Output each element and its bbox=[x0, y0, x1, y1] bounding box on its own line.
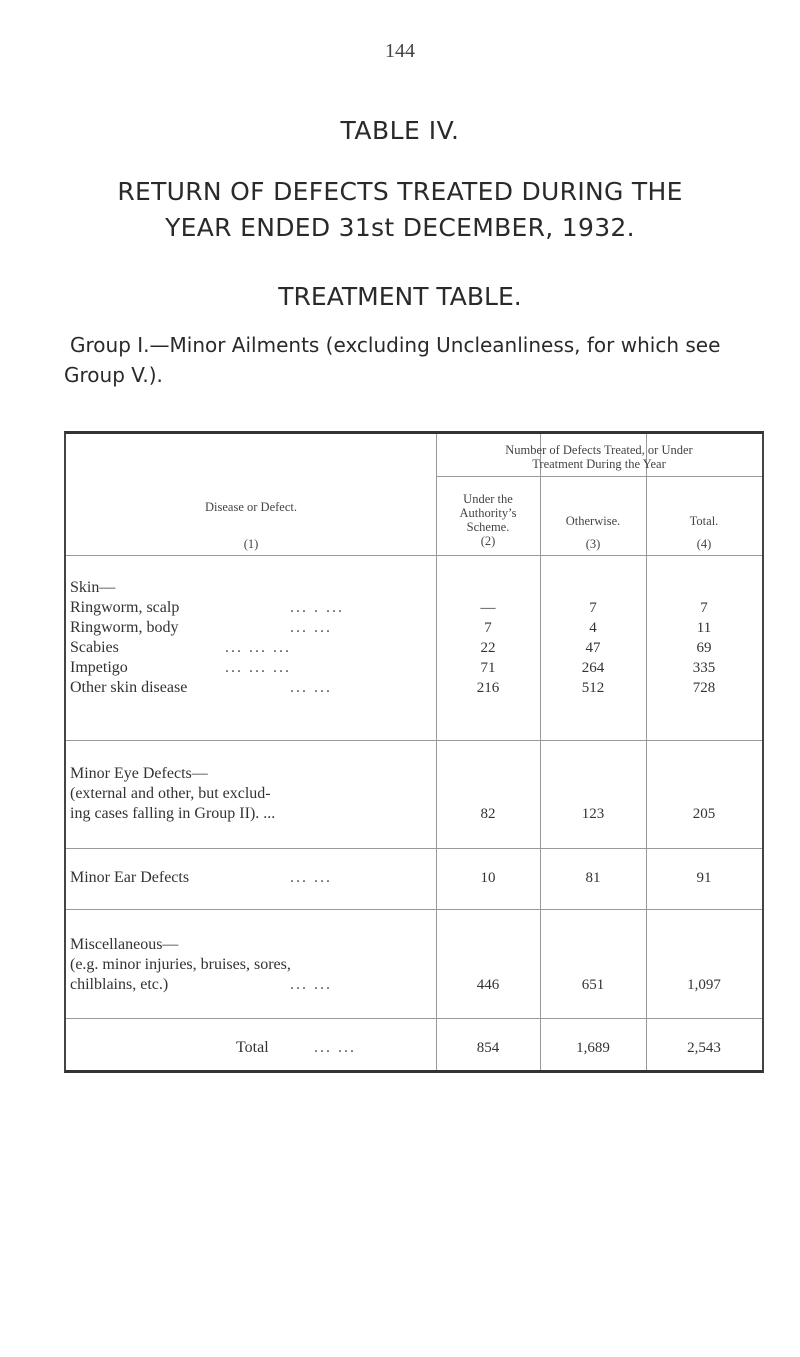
cell-otherwise: 651 bbox=[581, 977, 605, 993]
column-rule-2 bbox=[540, 434, 541, 1070]
row-label bbox=[70, 868, 430, 888]
group-note: Group I.—Minor Ailments (excluding Uncleanliness, for which see Group V.). bbox=[64, 333, 721, 387]
cell-total: 205 bbox=[692, 806, 716, 822]
header-disease-num: (1) bbox=[243, 537, 259, 551]
report-subtitle bbox=[50, 174, 750, 246]
cell-otherwise: 512 bbox=[581, 680, 605, 696]
cell-grand-total: 2,543 bbox=[687, 1040, 721, 1056]
header-sub-rule bbox=[436, 476, 762, 477]
header-otherwise-num: (3) bbox=[585, 537, 601, 551]
total-label: Total bbox=[236, 1039, 269, 1056]
eye-section-rule bbox=[66, 848, 762, 849]
row-leader: ... ... ... bbox=[225, 659, 291, 676]
cell-total: 1,097 bbox=[687, 977, 721, 993]
row-label bbox=[70, 598, 430, 618]
eye-line-3: ing cases falling in Group II). ... bbox=[70, 805, 276, 822]
under-line-1: Under the bbox=[463, 492, 513, 506]
cell-under: 82 bbox=[480, 806, 496, 822]
row-label bbox=[70, 678, 430, 698]
row-leader: ... ... bbox=[290, 869, 332, 886]
skin-heading: Skin— bbox=[70, 579, 116, 596]
under-line-2: Authority’s bbox=[459, 506, 517, 520]
under-num: (2) bbox=[480, 534, 496, 548]
header-total: Total. bbox=[689, 514, 719, 528]
cell-total-under: 854 bbox=[476, 1040, 500, 1056]
misc-line-2: (e.g. minor injuries, bruises, sores, bbox=[70, 956, 291, 973]
misc-line-3 bbox=[70, 975, 430, 995]
ear-section-rule bbox=[66, 909, 762, 910]
cell-total-otherwise: 1,689 bbox=[576, 1040, 610, 1056]
row-label-text: Other skin disease bbox=[70, 679, 188, 696]
ear-label: Minor Ear Defects bbox=[70, 869, 190, 886]
row-leader: ... . ... bbox=[290, 599, 344, 616]
page-number: 144 bbox=[385, 40, 415, 62]
row-label bbox=[70, 638, 430, 658]
cell-total: 91 bbox=[696, 870, 712, 886]
treatment-table-title: TREATMENT TABLE. bbox=[278, 282, 522, 311]
row-label-text: Impetigo bbox=[70, 659, 128, 676]
header-number-heading bbox=[436, 443, 762, 471]
row-leader: ... ... bbox=[290, 976, 332, 993]
cell-otherwise: 81 bbox=[585, 870, 601, 886]
header-bottom-rule bbox=[66, 555, 762, 556]
cell-total: 11 bbox=[696, 620, 712, 636]
cell-otherwise: 123 bbox=[581, 806, 605, 822]
number-heading-line-2: Treatment During the Year bbox=[532, 457, 666, 471]
subtitle-line-2: YEAR ENDED 31st DECEMBER, 1932. bbox=[165, 213, 635, 242]
cell-total: 728 bbox=[692, 680, 716, 696]
eye-line-1: Minor Eye Defects— bbox=[70, 765, 208, 782]
row-leader: ... ... bbox=[290, 679, 332, 696]
cell-under: 446 bbox=[476, 977, 500, 993]
misc-section-rule bbox=[66, 1018, 762, 1019]
row-label-text: Scabies bbox=[70, 639, 119, 656]
cell-under: 10 bbox=[480, 870, 496, 886]
eye-line-2: (external and other, but exclud- bbox=[70, 785, 271, 802]
cell-otherwise: 7 bbox=[589, 600, 597, 616]
cell-otherwise: 264 bbox=[581, 660, 605, 676]
row-label-text: Ringworm, scalp bbox=[70, 599, 180, 616]
cell-under: 7 bbox=[484, 620, 492, 636]
row-leader: ... ... bbox=[290, 619, 332, 636]
cell-under: 22 bbox=[480, 640, 496, 656]
header-under-scheme bbox=[436, 492, 540, 548]
cell-total: 69 bbox=[696, 640, 712, 656]
column-rule-3 bbox=[646, 434, 647, 1070]
cell-under: — bbox=[480, 600, 496, 616]
header-otherwise: Otherwise. bbox=[565, 514, 621, 528]
row-label-text: Ringworm, body bbox=[70, 619, 179, 636]
row-leader: ... ... ... bbox=[225, 639, 291, 656]
cell-under: 216 bbox=[476, 680, 500, 696]
subtitle-line-1: RETURN OF DEFECTS TREATED DURING THE bbox=[117, 177, 683, 206]
row-label bbox=[70, 658, 430, 678]
header-total-num: (4) bbox=[696, 537, 712, 551]
misc-line-1: Miscellaneous— bbox=[70, 936, 179, 953]
misc-line-3-text: chilblains, etc.) bbox=[70, 976, 169, 993]
cell-total: 7 bbox=[700, 600, 708, 616]
cell-otherwise: 47 bbox=[585, 640, 601, 656]
cell-otherwise: 4 bbox=[589, 620, 597, 636]
table-title: TABLE IV. bbox=[340, 116, 460, 145]
treatment-table bbox=[64, 431, 764, 1073]
row-label bbox=[70, 618, 430, 638]
cell-under: 71 bbox=[480, 660, 496, 676]
under-line-3: Scheme. bbox=[466, 520, 510, 534]
number-heading-line-1: Number of Defects Treated, or Under bbox=[505, 443, 693, 457]
header-disease: Disease or Defect. bbox=[205, 500, 297, 514]
skin-section-rule bbox=[66, 740, 762, 741]
row-leader: ... ... bbox=[314, 1039, 356, 1056]
cell-total: 335 bbox=[692, 660, 716, 676]
